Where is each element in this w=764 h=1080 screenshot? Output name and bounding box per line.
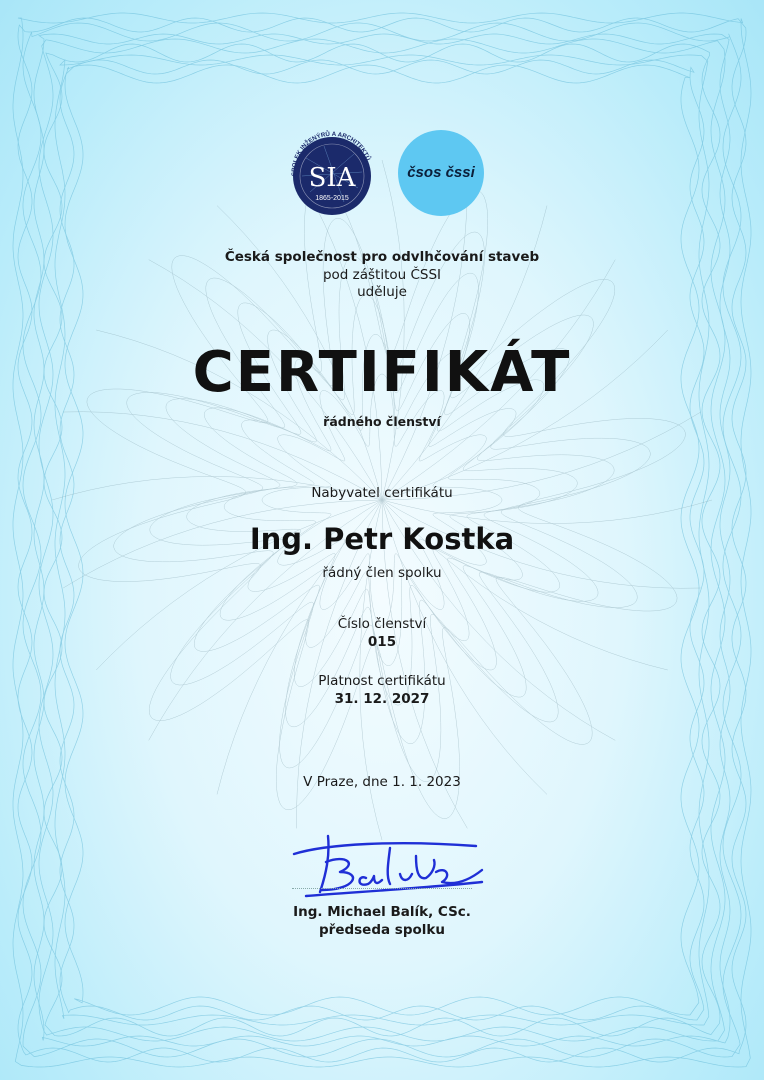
cssi-logo [396, 128, 488, 218]
holder-name: Ing. Petr Kostka [249, 522, 515, 556]
holder-role: řádný člen spolku [322, 565, 442, 581]
signatory-role: předseda spolku [319, 922, 445, 938]
sia-ring-text: SPOLEK INŽENÝRŮ A ARCHITEKTŮ [290, 130, 372, 177]
signatory-name: Ing. Michael Balík, CSc. [293, 904, 471, 920]
sia-years: 1865-2015 [315, 195, 349, 202]
certificate-subtitle: řádného členství [323, 414, 441, 429]
certificate-title: CERTIFIKÁT [192, 340, 572, 405]
membership-number: 015 [367, 634, 397, 650]
guilloche-ray [297, 172, 382, 500]
place-date: V Praze, dne 1. 1. 2023 [303, 774, 461, 790]
issuer-name: Česká společnost pro odvlhčování staveb [224, 249, 540, 265]
validity-date: 31. 12. 2027 [334, 691, 430, 707]
cssi-logo-text: čsos čssi [407, 164, 475, 181]
guilloche-ray [382, 500, 712, 524]
logo-row [0, 128, 764, 218]
membership-label: Číslo členství [337, 616, 427, 632]
handwritten-signature [286, 826, 486, 902]
holder-label: Nabyvatel certifikátu [311, 485, 453, 501]
sia-logo [284, 128, 380, 218]
sia-monogram: SIA [308, 163, 356, 193]
guilloche-ray [382, 172, 467, 500]
patron-line: pod záštitou ČSSI [322, 267, 442, 283]
signature-line [292, 888, 472, 889]
validity-label: Platnost certifikátu [318, 673, 446, 689]
grants-line: uděluje [357, 284, 407, 300]
